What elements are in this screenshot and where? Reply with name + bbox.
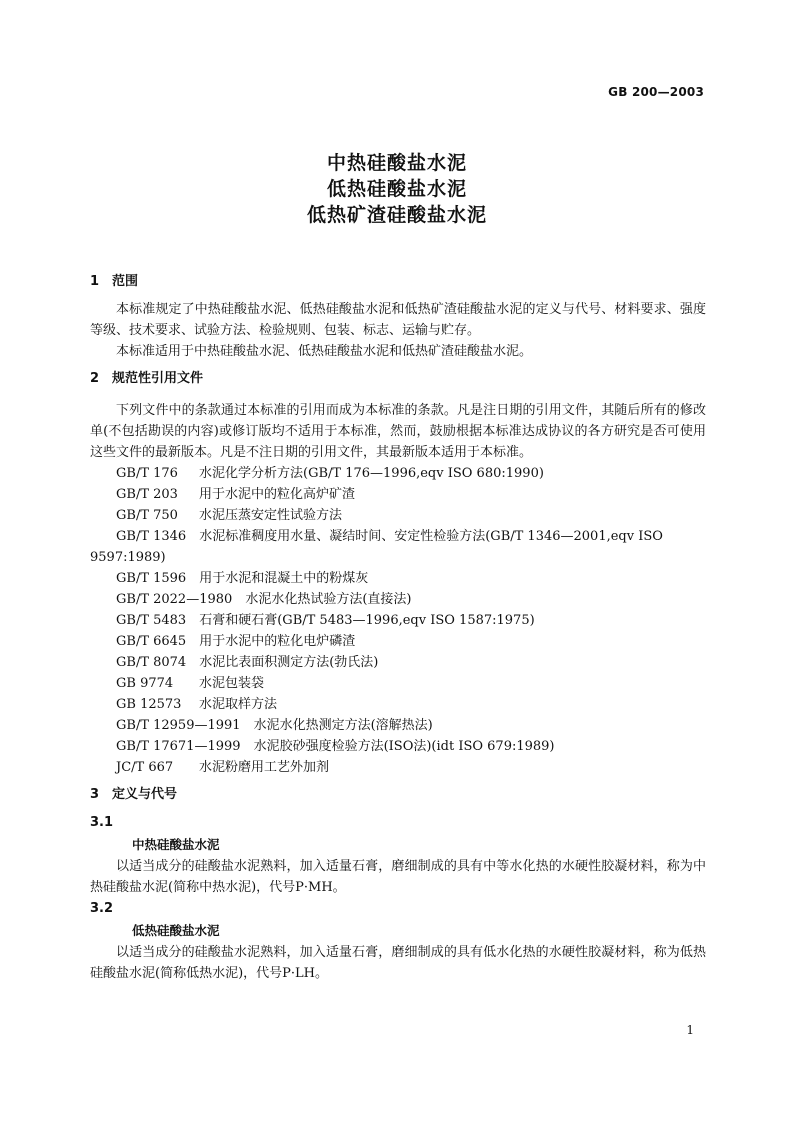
reference-title: 水泥标准稠度用水量、凝结时间、安定性检验方法(GB/T 1346—2001,eqv ISO 9597:1989) [90,529,663,565]
reference-title: 水泥包装袋 [199,676,265,691]
section-title: 范围 [112,274,139,289]
reference-title: 用于水泥中的粒化高炉矿渣 [199,487,356,502]
title-line: 低热矿渣硅酸盐水泥 [306,204,487,226]
section-number: 2 [90,371,100,386]
reference-item [90,631,706,652]
reference-title: 水泥水化热测定方法(溶解热法) [253,718,433,733]
reference-item [90,589,706,610]
term-definition: 以适当成分的硅酸盐水泥熟料，加入适量石膏，磨细制成的具有中等水化热的水硬性胶凝材料，称为中热硅酸盐水泥(简称中热水泥)，代号P·MH。 [90,859,706,895]
reference-code: GB/T 5483 [116,613,187,628]
reference-item [90,526,706,568]
section-heading-definitions [90,784,706,806]
reference-title: 水泥压蒸安定性试验方法 [199,508,343,523]
reference-title: 用于水泥和混凝土中的粉煤灰 [199,571,369,586]
reference-item [90,568,706,589]
reference-item [90,610,706,631]
reference-code: GB/T 6645 [116,634,187,649]
reference-code: GB/T 17671—1999 [116,739,241,754]
reference-code: GB/T 203 [116,487,178,502]
reference-title: 水泥粉磨用工艺外加剂 [199,760,330,775]
reference-item [90,484,706,505]
reference-item [90,463,706,484]
paragraph: 本标准适用于中热硅酸盐水泥、低热硅酸盐水泥和低热矿渣硅酸盐水泥。 [116,344,533,359]
reference-title: 用于水泥中的粒化电炉磷渣 [199,634,356,649]
paragraph: 本标准规定了中热硅酸盐水泥、低热硅酸盐水泥和低热矿渣硅酸盐水泥的定义与代号、材料要求、强度等级、技术要求、试验方法、检验规则、包装、标志、运输与贮存。 [90,302,706,338]
reference-title: 水泥水化热试验方法(直接法) [245,592,412,607]
page-number: 1 [686,1023,694,1037]
reference-code: GB/T 12959—1991 [116,718,241,733]
reference-item [90,505,706,526]
section-title: 定义与代号 [112,787,178,802]
reference-code: GB 12573 [116,697,182,712]
term-heading: 低热硅酸盐水泥 [132,923,220,938]
term-definition: 以适当成分的硅酸盐水泥熟料，加入适量石膏，磨细制成的具有低水化热的水硬性胶凝材料，称为低热硅酸盐水泥(简称低热水泥)，代号P·LH。 [90,945,706,981]
standard-number: GB 200—2003 [608,85,704,99]
title-line: 低热硅酸盐水泥 [326,178,467,200]
reference-title: 水泥化学分析方法(GB/T 176—1996,eqv ISO 680:1990) [199,466,544,481]
section-title: 规范性引用文件 [112,371,204,386]
section-number: 1 [90,274,100,289]
reference-item [90,652,706,673]
reference-item [90,673,706,694]
clause-number: 3.2 [90,901,114,916]
reference-item [90,694,706,715]
section-heading-scope [90,271,706,293]
section-heading-normative-references [90,368,706,390]
reference-code: GB/T 750 [116,508,178,523]
section-number: 3 [90,787,100,802]
reference-code: GB/T 8074 [116,655,187,670]
reference-title: 水泥胶砂强度检验方法(ISO法)(idt ISO 679:1989) [253,739,555,754]
reference-code: GB/T 1596 [116,571,187,586]
reference-title: 水泥比表面积测定方法(勃氏法) [199,655,379,670]
document-title [0,150,794,228]
reference-title: 石膏和硬石膏(GB/T 5483—1996,eqv ISO 1587:1975) [199,613,535,628]
reference-code: GB/T 2022—1980 [116,592,233,607]
reference-item [90,757,706,778]
reference-code: JC/T 667 [116,760,174,775]
document-body [90,271,706,984]
reference-code: GB/T 176 [116,466,178,481]
clause-number: 3.1 [90,815,114,830]
term-heading: 中热硅酸盐水泥 [132,837,220,852]
reference-code: GB 9774 [116,676,174,691]
reference-item [90,736,706,757]
title-line: 中热硅酸盐水泥 [326,152,467,174]
reference-item [90,715,706,736]
reference-title: 水泥取样方法 [199,697,278,712]
paragraph: 下列文件中的条款通过本标准的引用而成为本标准的条款。凡是注日期的引用文件，其随后所有的修改单(不包括勘误的内容)或修订版均不适用于本标准，然而，鼓励根据本标准达成协议的各方研究是否可使用这些文件的最新版本。凡是不注日期的引用文件，其最新版本适用于本标准。 [90,403,706,460]
reference-code: GB/T 1346 [116,529,187,544]
